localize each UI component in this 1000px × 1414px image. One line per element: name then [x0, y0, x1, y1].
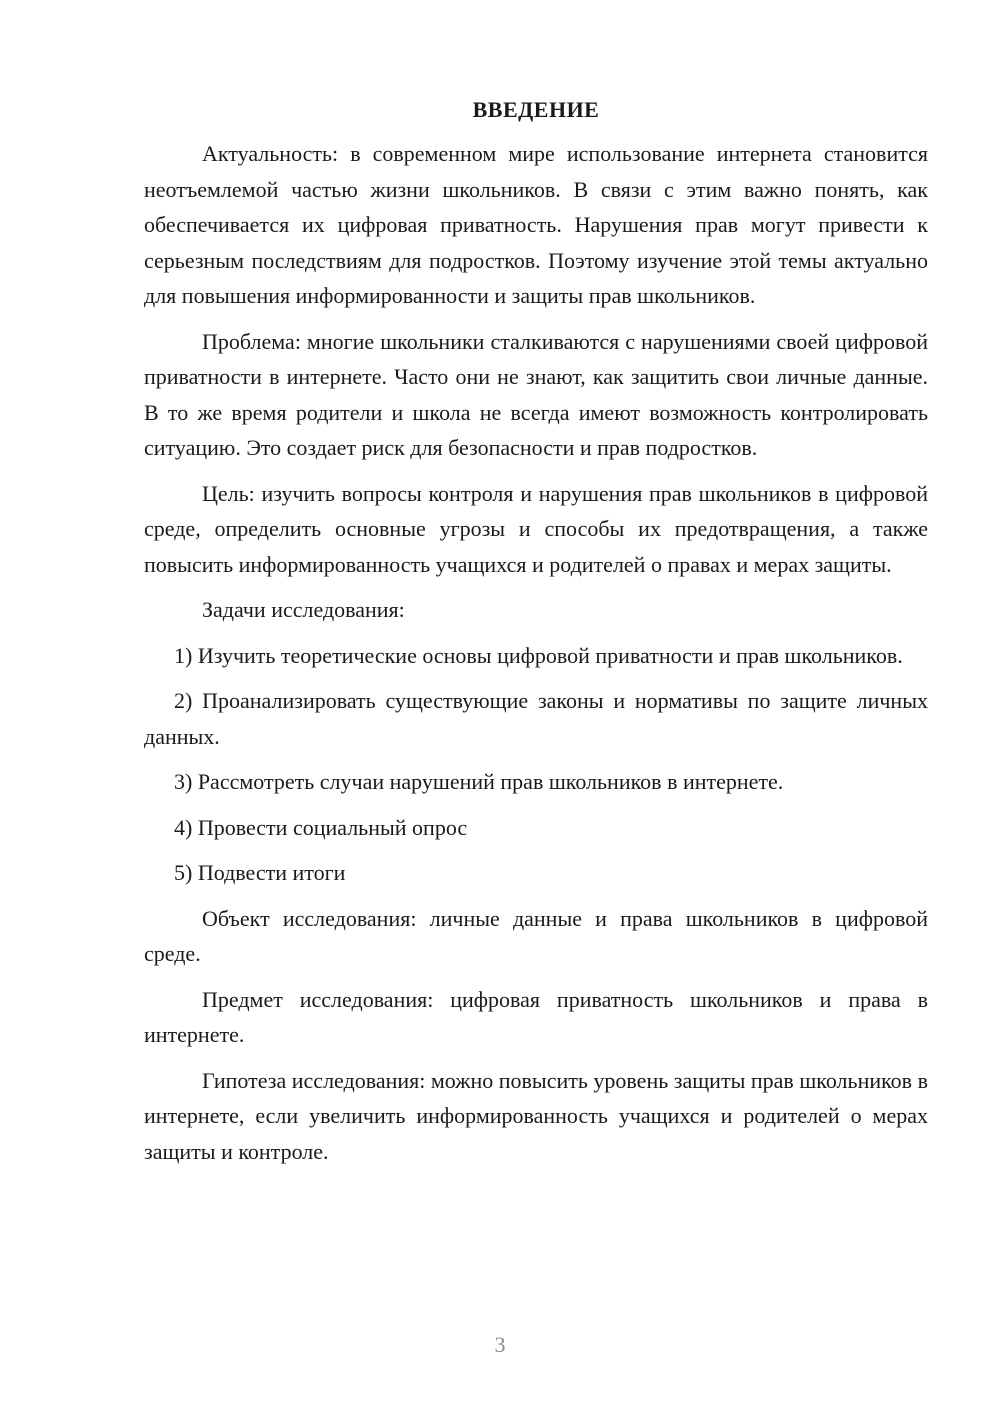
task-item-1: 1) Изучить теоретические основы цифровой приватности и прав школьников. — [174, 642, 903, 668]
section-title: ВВЕДЕНИЕ — [472, 97, 600, 122]
relevance-paragraph: Актуальность: в современном мире использование интернета становится неотъемлемой частью жизни школьников. В связи с этим важно понять, как обеспечивается их цифровая приватность. Нарушения прав могут привести к серьезным последствиям для подростков. Поэтому изучение этой темы актуально для повышения информированности и защиты прав школьников. — [144, 141, 928, 308]
task-item-2: 2) Проанализировать существующие законы и нормативы по защите личных данных. — [144, 688, 928, 749]
task-item-5: 5) Подвести итоги — [174, 860, 346, 885]
task-item-4: 4) Провести социальный опрос — [174, 814, 468, 840]
page-number: 3 — [494, 1332, 506, 1357]
document-page — [144, 92, 928, 1179]
goal-paragraph: Цель: изучить вопросы контроля и нарушения прав школьников в цифровой среде, определить основные угрозы и способы их предотвращения, а также повысить информированность учащихся и родителей о правах и мерах защиты. — [144, 480, 928, 577]
task-item-3: 3) Рассмотреть случаи нарушений прав школьников в интернете. — [174, 769, 784, 794]
object-paragraph: Объект исследования: личные данные и права школьников в цифровой среде. — [144, 905, 928, 966]
hypothesis-paragraph: Гипотеза исследования: можно повысить уровень защиты прав школьников в интернете, если увеличить информированность учащихся и родителей о мерах защиты и контроле. — [144, 1067, 928, 1164]
problem-paragraph: Проблема: многие школьники сталкиваются с нарушениями своей цифровой приватности в интернете. Часто они не знают, как защитить свои личные данные. В то же время родители и школа не всегда имеют возможность контролировать ситуацию. Это создает риск для безопасности и прав подростков. — [144, 328, 928, 460]
tasks-heading: Задачи исследования: — [202, 597, 405, 622]
subject-paragraph: Предмет исследования: цифровая приватность школьников и права в интернете. — [144, 986, 928, 1047]
